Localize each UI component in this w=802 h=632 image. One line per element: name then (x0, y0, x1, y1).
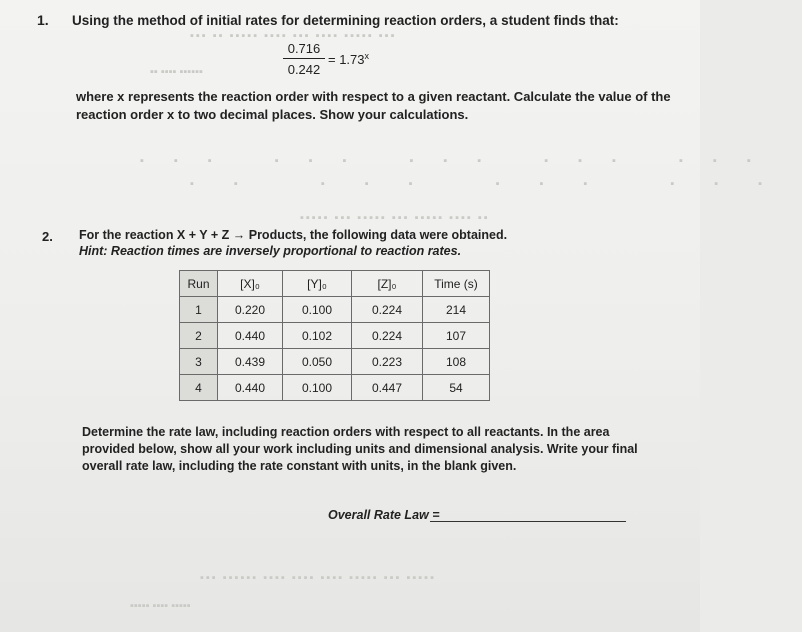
cell-x: 0.439 (218, 349, 283, 375)
cell-time: 54 (423, 375, 490, 401)
bleed-through-text: ▪▪▪ ▪▪ ▪▪▪▪▪ ▪▪▪▪ ▪▪▪ ▪▪▪▪ ▪▪▪▪▪ ▪▪▪ (190, 30, 397, 42)
cell-time: 107 (423, 323, 490, 349)
cell-y: 0.100 (283, 297, 352, 323)
header-z-concentration: [Z]₀ (352, 271, 423, 297)
equation-rhs-value: = 1.73 (328, 52, 365, 67)
cell-z: 0.223 (352, 349, 423, 375)
question-2-instruction-line-2: provided below, show all your work including units and dimensional analysis. Write your final (82, 442, 638, 456)
question-1-number: 1. (37, 12, 49, 28)
cell-time: 214 (423, 297, 490, 323)
equation-rhs (328, 51, 369, 67)
overall-rate-law-blank[interactable] (430, 521, 626, 522)
question-2-instruction-line-3: overall rate law, including the rate constant with units, in the blank given. (82, 459, 517, 473)
question-2-instruction-line-1: Determine the rate law, including reaction orders with respect to all reactants. In the area (82, 425, 610, 439)
question-1-instruction-line-1: where x represents the reaction order with respect to a given reactant. Calculate the value of the (76, 89, 671, 104)
rate-data-table (179, 270, 490, 401)
table-row (180, 375, 490, 401)
question-1-prompt: Using the method of initial rates for determining reaction orders, a student finds that: (72, 13, 619, 28)
question-2-prompt: For the reaction X + Y + Z → Products, the following data were obtained. (79, 228, 508, 242)
cell-run: 1 (180, 297, 218, 323)
overall-rate-law-label: Overall Rate Law = (328, 508, 440, 522)
cell-x: 0.440 (218, 375, 283, 401)
header-time: Time (s) (423, 271, 490, 297)
rate-ratio-fraction (283, 41, 325, 77)
cell-y: 0.100 (283, 375, 352, 401)
header-y-concentration: [Y]₀ (283, 271, 352, 297)
table-row (180, 349, 490, 375)
bleed-through-text: ▪▪▪▪▪ ▪▪▪ ▪▪▪▪▪ ▪▪▪ ▪▪▪▪▪ ▪▪▪▪ ▪▪ (300, 212, 490, 224)
cell-run: 3 (180, 349, 218, 375)
table-row (180, 297, 490, 323)
cell-z: 0.224 (352, 297, 423, 323)
header-x-concentration: [X]₀ (218, 271, 283, 297)
cell-z: 0.224 (352, 323, 423, 349)
cell-x: 0.220 (218, 297, 283, 323)
question-2-hint: Hint: Reaction times are inversely proportional to reaction rates. (79, 244, 462, 258)
bleed-through-text: ▪▪ ▪▪▪ ▪▪▪ ▪▪▪ (190, 178, 802, 190)
bleed-through-text: ▪▪▪ ▪▪▪▪▪▪ ▪▪▪▪ ▪▪▪▪ ▪▪▪▪ ▪▪▪▪▪ ▪▪▪ ▪▪▪▪▪ (200, 572, 436, 584)
cell-run: 2 (180, 323, 218, 349)
bleed-through-text: ▪▪ ▪▪▪▪ ▪▪▪▪▪▪ (150, 66, 203, 78)
fraction-numerator: 0.716 (283, 41, 325, 59)
table-header-row (180, 271, 490, 297)
bleed-through-text: ▪▪▪▪▪ ▪▪▪▪ ▪▪▪▪▪ (130, 600, 191, 612)
table-row (180, 323, 490, 349)
cell-run: 4 (180, 375, 218, 401)
bleed-through-text: ▪▪▪ ▪▪▪ ▪▪▪ ▪▪▪ ▪▪▪ (140, 155, 781, 167)
cell-x: 0.440 (218, 323, 283, 349)
header-run: Run (180, 271, 218, 297)
cell-y: 0.102 (283, 323, 352, 349)
question-2-number: 2. (42, 229, 53, 244)
cell-time: 108 (423, 349, 490, 375)
cell-y: 0.050 (283, 349, 352, 375)
equation-exponent: x (364, 51, 370, 61)
question-1-instruction-line-2: reaction order x to two decimal places. Show your calculations. (76, 107, 469, 122)
cell-z: 0.447 (352, 375, 423, 401)
fraction-denominator: 0.242 (287, 62, 321, 77)
